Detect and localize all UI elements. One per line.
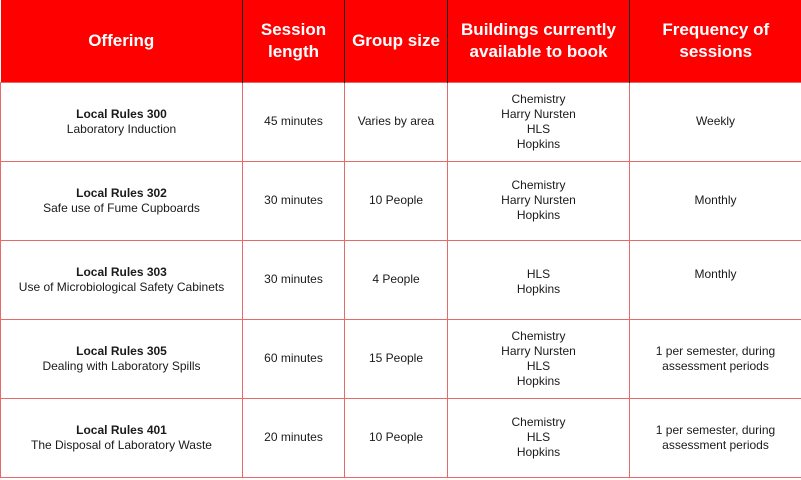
frequency-text: Monthly: [694, 193, 737, 207]
building-name: Hopkins: [516, 208, 561, 222]
frequency-text: Monthly: [694, 266, 737, 281]
building-name: HLS: [526, 121, 551, 136]
offering-code: Local Rules 300: [76, 106, 167, 121]
frequency-text: 1 per semester, during: [655, 422, 776, 437]
buildings-cell: [448, 398, 630, 477]
header-session-length: Session length: [243, 0, 345, 82]
building-name: Hopkins: [516, 136, 561, 151]
buildings-cell: [448, 319, 630, 398]
building-name: Hopkins: [516, 373, 561, 388]
session-length-cell: 60 minutes: [243, 319, 345, 398]
building-name: Chemistry: [511, 178, 566, 192]
session-length-cell: 45 minutes: [243, 82, 345, 161]
building-name: Chemistry: [511, 91, 566, 106]
session-length-cell: 20 minutes: [243, 398, 345, 477]
offering-code: Local Rules 401: [76, 422, 167, 437]
frequency-cell: [630, 161, 801, 240]
buildings-cell: [448, 161, 630, 240]
frequency-cell: [630, 240, 801, 319]
frequency-text: assessment periods: [662, 358, 769, 373]
session-length-cell: 30 minutes: [243, 161, 345, 240]
building-name: Harry Nursten: [501, 343, 576, 358]
offering-code: Local Rules 305: [76, 343, 167, 358]
table-row: [1, 319, 801, 398]
building-name: HLS: [526, 430, 551, 444]
offering-cell: [1, 398, 243, 477]
header-offering: Offering: [1, 0, 243, 82]
session-length-cell: 30 minutes: [243, 240, 345, 319]
building-name: Hopkins: [516, 281, 561, 296]
table-row: [1, 161, 801, 240]
frequency-cell: [630, 319, 801, 398]
building-name: HLS: [526, 358, 551, 373]
offering-title: Safe use of Fume Cupboards: [43, 200, 200, 215]
frequency-cell: [630, 398, 801, 477]
table-row: [1, 240, 801, 319]
group-size-cell: 10 People: [345, 398, 448, 477]
group-size-cell: 15 People: [345, 319, 448, 398]
frequency-cell: [630, 82, 801, 161]
buildings-cell: [448, 82, 630, 161]
header-buildings: Buildings currently available to book: [448, 0, 630, 82]
table-row: [1, 398, 801, 477]
offering-cell: [1, 240, 243, 319]
table-body: [1, 82, 801, 477]
header-row: [1, 0, 801, 82]
group-size-cell: 4 People: [345, 240, 448, 319]
offering-cell: [1, 319, 243, 398]
offering-code: Local Rules 302: [76, 185, 167, 200]
group-size-cell: Varies by area: [345, 82, 448, 161]
building-name: Chemistry: [511, 415, 566, 429]
offering-title: The Disposal of Laboratory Waste: [31, 437, 212, 452]
building-name: Harry Nursten: [501, 193, 576, 207]
building-name: Chemistry: [511, 328, 566, 343]
offering-title: Use of Microbiological Safety Cabinets: [18, 279, 225, 294]
offering-cell: [1, 82, 243, 161]
table-header: [1, 0, 801, 82]
building-name: Hopkins: [516, 445, 561, 459]
frequency-text: Weekly: [695, 114, 736, 128]
buildings-cell: [448, 240, 630, 319]
offering-code: Local Rules 303: [76, 264, 167, 279]
table-row: [1, 82, 801, 161]
header-frequency: Frequency of sessions: [630, 0, 801, 82]
offering-cell: [1, 161, 243, 240]
group-size-cell: 10 People: [345, 161, 448, 240]
building-name: HLS: [526, 266, 551, 281]
offering-title: Laboratory Induction: [66, 121, 177, 136]
header-group-size: Group size: [345, 0, 448, 82]
frequency-text: 1 per semester, during: [655, 343, 776, 358]
frequency-text: assessment periods: [662, 437, 769, 452]
building-name: Harry Nursten: [501, 106, 576, 121]
offering-title: Dealing with Laboratory Spills: [42, 358, 201, 373]
